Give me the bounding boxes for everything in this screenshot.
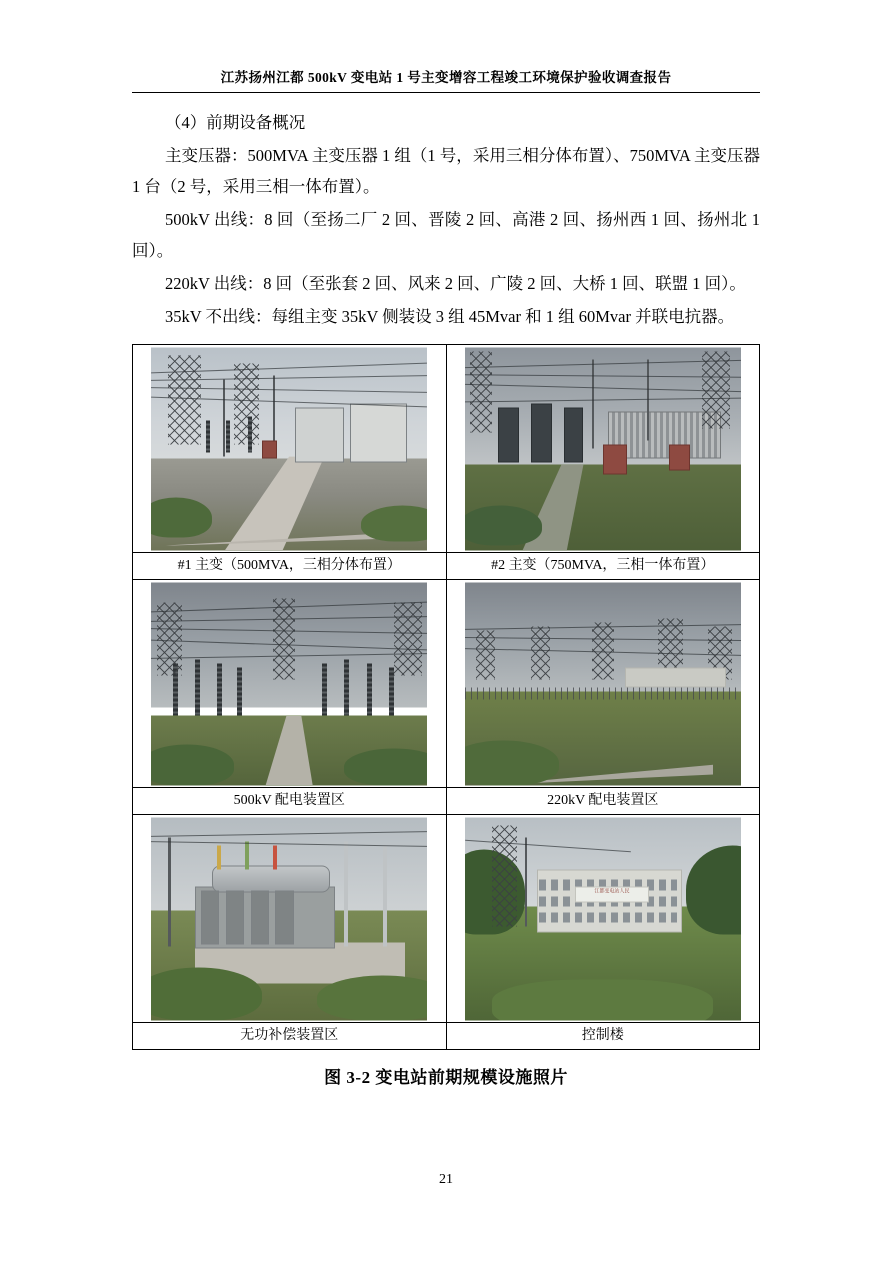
page-content [132,66,760,1088]
photo-main-transformer-1 [133,345,446,552]
photo-main-transformer-2 [447,345,760,552]
photo-cell-6 [446,815,760,1023]
caption-row-1 [133,553,760,580]
photo-500kv-switchyard [133,580,446,787]
paragraph-35kv: 35kV 不出线：每组主变 35kV 侧装设 3 组 45Mvar 和 1 组 60Mvar 并联电抗器。 [165,307,735,326]
photo-caption-2: #2 主变（750MVA，三相一体布置） [446,553,760,580]
photo-220kv-switchyard [447,580,760,787]
photo-cell-5 [133,815,447,1023]
photo-caption-5: 无功补偿装置区 [133,1023,447,1050]
paragraph-220kv-lines: 220kV 出线：8 回（至张套 2 回、风来 2 回、广陵 2 回、大桥 1 回、联盟 1 回）。 [165,274,746,293]
caption-row-3 [133,1023,760,1050]
paragraph-500kv-lines: 500kV 出线：8 回（至扬二厂 2 回、晋陵 2 回、高港 2 回、扬州西 1 回、扬州北 1 回）。 [132,210,760,260]
photo-caption-3: 500kV 配电装置区 [133,788,447,815]
photo-reactive-compensation-area [133,815,446,1022]
photo-row-3 [133,815,760,1023]
photo-cell-2 [446,345,760,553]
photo-row-1 [133,345,760,553]
paragraph-transformers: 主变压器：500MVA 主变压器 1 组（1 号，采用三相分体布置）、750MVA 主变压器 1 台（2 号，采用三相一体布置）。 [132,146,760,196]
header-divider [132,92,760,93]
running-header: 江苏扬州江都 500kV 变电站 1 号主变增容工程竣工环境保护验收调查报告 [220,70,672,85]
photo-caption-4: 220kV 配电装置区 [446,788,760,815]
paragraph-heading: （4）前期设备概况 [165,113,306,132]
photo-grid [132,344,760,1050]
caption-row-2 [133,788,760,815]
photo-caption-6: 控制楼 [446,1023,760,1050]
building-sign: 江都变电站人民 [575,886,649,902]
photo-control-building [447,815,760,1022]
photo-row-2 [133,580,760,788]
page-number: 21 [439,1172,453,1187]
photo-cell-4 [446,580,760,788]
photo-caption-1: #1 主变（500MVA，三相分体布置） [133,553,447,580]
figure-caption: 图 3-2 变电站前期规模设施照片 [324,1068,568,1087]
photo-cell-1 [133,345,447,553]
photo-cell-3 [133,580,447,788]
